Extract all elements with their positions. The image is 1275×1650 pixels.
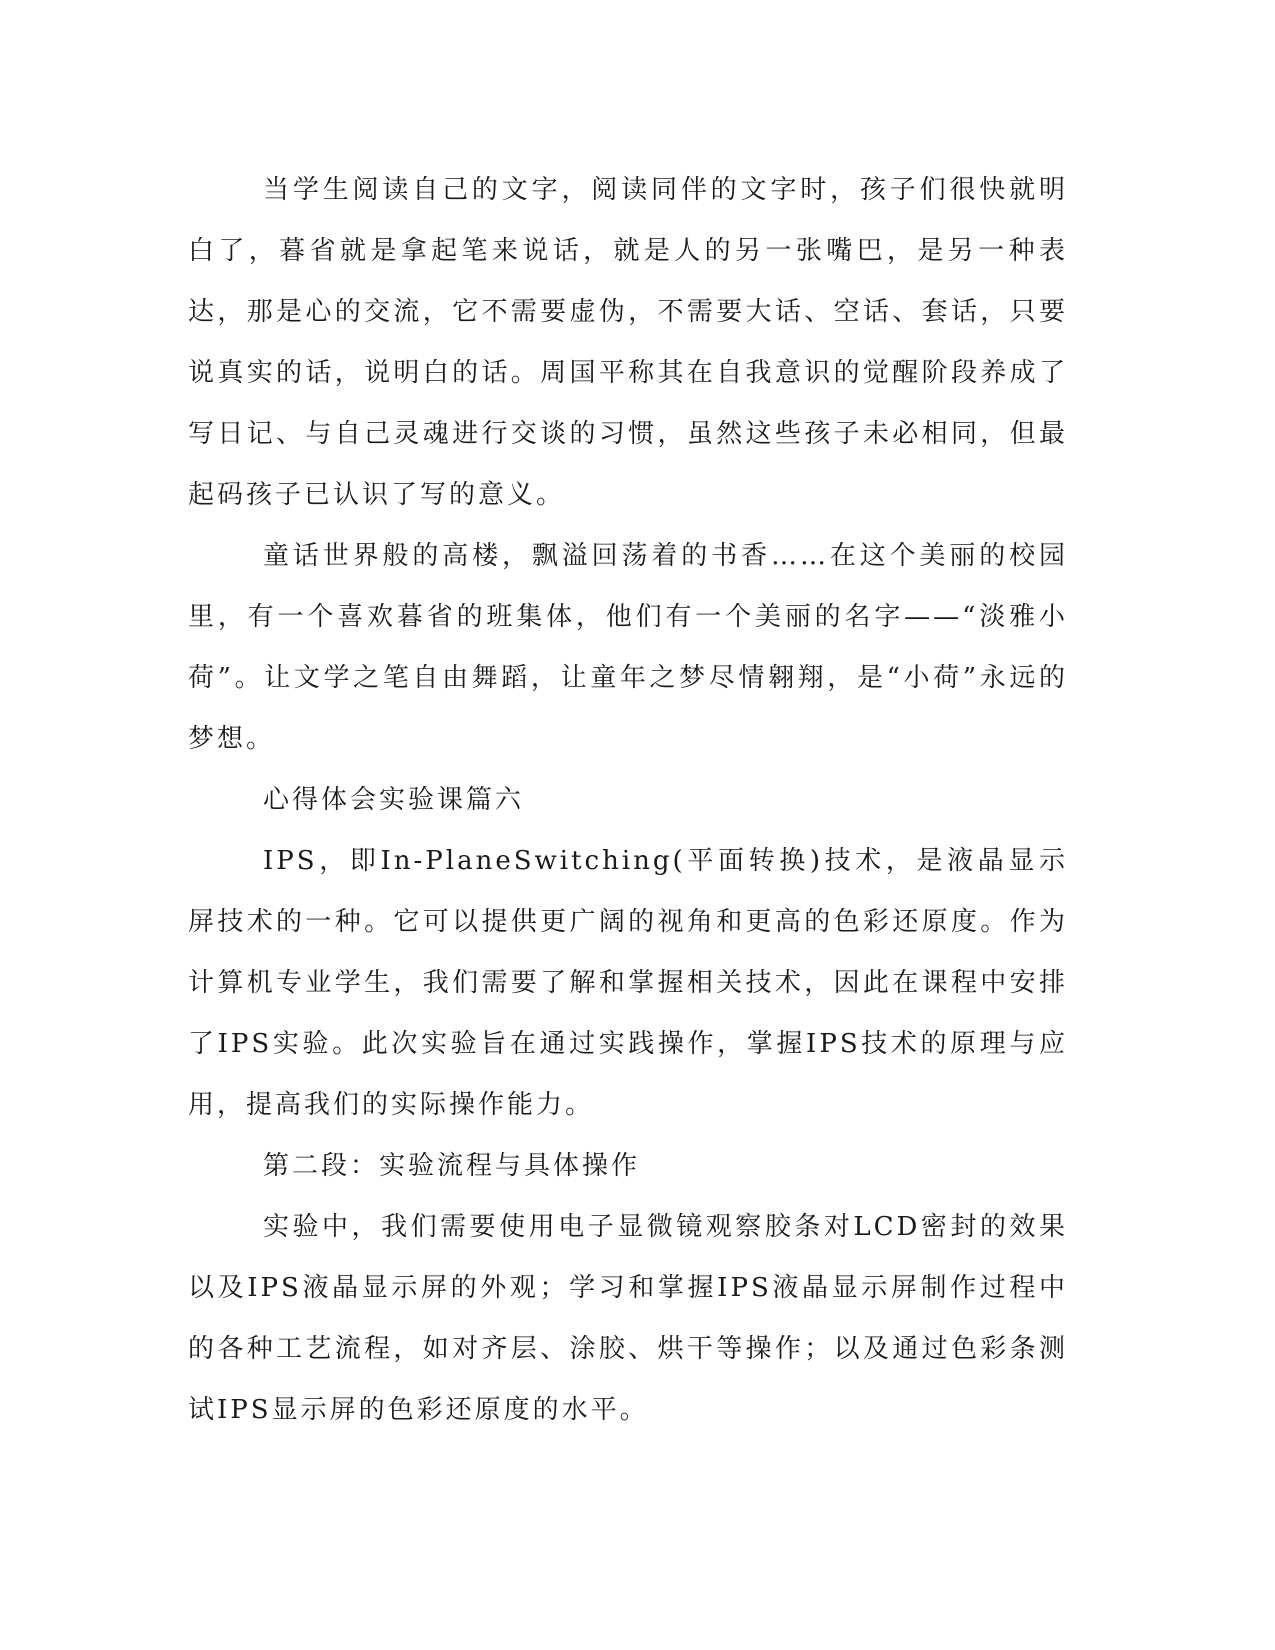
document-body <box>188 160 1068 1441</box>
paragraph-ips-intro: IPS，即In-PlaneSwitching(平面转换)技术，是液晶显示屏技术的一种。它可以提供更广阔的视角和更高的色彩还原度。作为计算机专业学生，我们需要了解和掌握相关技术，因此在课程中安排了IPS实验。此次实验旨在通过实践操作，掌握IPS技术的原理与应用，提高我们的实际操作能力。 <box>188 846 1068 1120</box>
paragraph-class-intro: 童话世界般的高楼，飘溢回荡着的书香……在这个美丽的校园里，有一个喜欢暮省的班集体，他们有一个美丽的名字——“淡雅小荷”。让文学之笔自由舞蹈，让童年之梦尽情翱翔，是“小荷”永远的梦想。 <box>188 541 1068 754</box>
section-heading-second: 第二段：实验流程与具体操作 <box>263 1151 641 1181</box>
paragraph-experiment-process: 实验中，我们需要使用电子显微镜观察胶条对LCD密封的效果以及IPS液晶显示屏的外观；学习和掌握IPS液晶显示屏制作过程中的各种工艺流程，如对齐层、涂胶、烘干等操作；以及通过色彩条测试IPS显示屏的色彩还原度的水平。 <box>188 1212 1068 1425</box>
section-title: 心得体会实验课篇六 <box>263 785 525 815</box>
paragraph-reflection: 当学生阅读自己的文字，阅读同伴的文字时，孩子们很快就明白了，暮省就是拿起笔来说话，就是人的另一张嘴巴，是另一种表达，那是心的交流，它不需要虚伪，不需要大话、空话、套话，只要说真实的话，说明白的话。周国平称其在自我意识的觉醒阶段养成了写日记、与自己灵魂进行交谈的习惯，虽然这些孩子未必相同，但最起码孩子已认识了写的意义。 <box>188 175 1068 510</box>
